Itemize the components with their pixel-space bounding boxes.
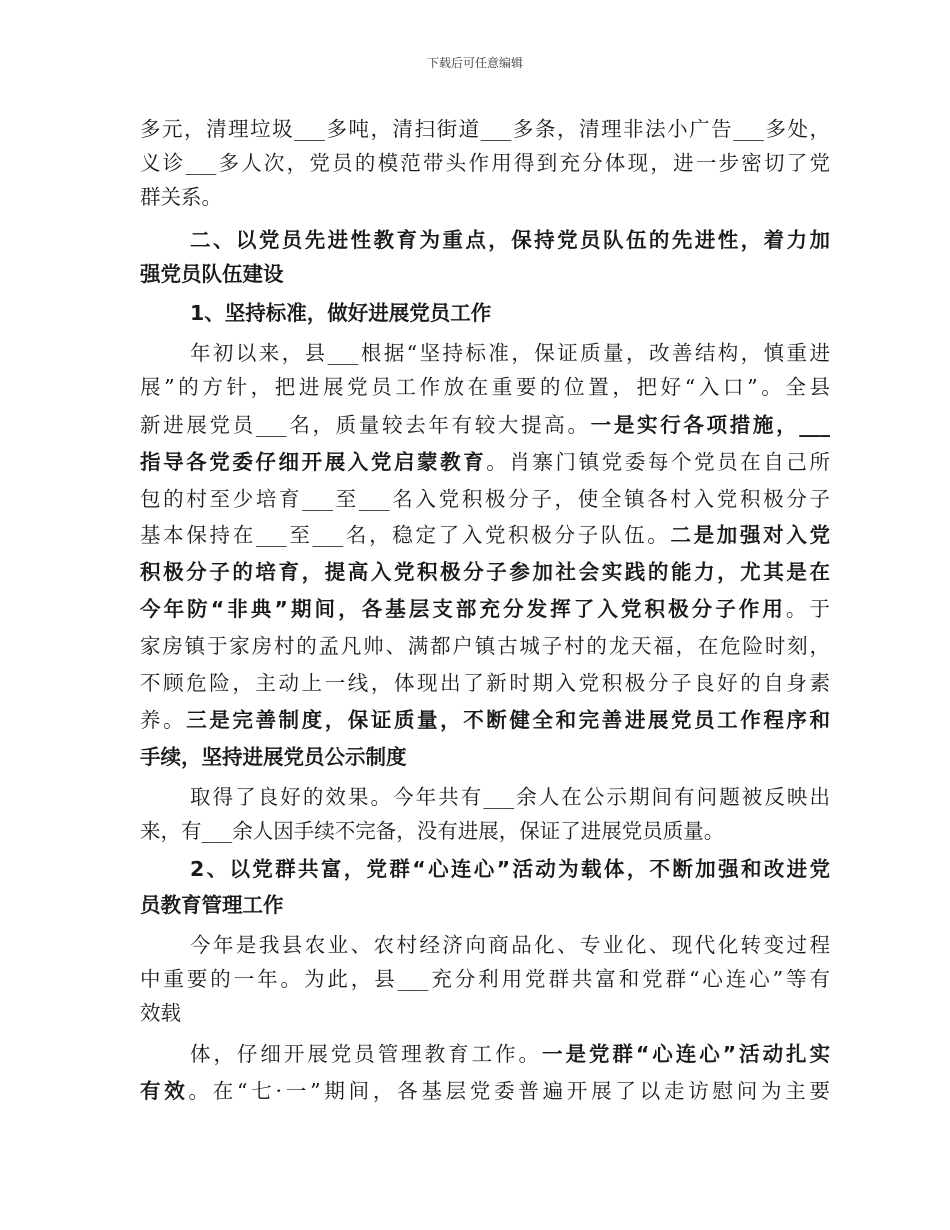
text-line <box>140 518 830 552</box>
bold-text: 二是加强对入党 <box>670 523 831 547</box>
subsection-heading <box>140 888 830 922</box>
text-line: 中重要的一年。为此，县___充分利用党群共富和党群“心连心”等有 <box>140 967 830 991</box>
page-header: 下载后可任意编辑 <box>426 56 523 70</box>
text-line <box>140 408 830 442</box>
text-line <box>140 740 830 774</box>
heading-text: 2、以党群共富，党群“心连心”活动为载体，不断加强和改进党 <box>190 857 830 881</box>
text-line: 取得了良好的效果。今年共有___余人在公示期间有问题被反映出 <box>190 785 830 809</box>
normal-text: 基本保持在___至___名，稳定了入党积极分子队伍。 <box>140 523 671 547</box>
bold-text: 指导各党委仔细开展入党启蒙教育 <box>140 450 487 474</box>
text-line: 义诊___多人次，党员的模范带头作用得到充分体现，进一步密切了党 <box>140 151 830 175</box>
text-line: 来，有___余人因手续不完备，没有进展，保证了进展党员质量。 <box>140 819 725 843</box>
bold-text: 有效 <box>140 1079 189 1103</box>
bold-text: 积极分子的培育，提高入党积极分子参加社会实践的能力，尤其是在 <box>140 560 830 584</box>
section-heading <box>190 223 830 257</box>
text-line <box>140 703 830 737</box>
normal-text: 。于 <box>785 597 830 621</box>
subsection-heading <box>190 852 830 886</box>
text-line: 家房镇于家房村的孟凡帅、满都户镇古城子村的龙天福，在危险时刻， <box>140 634 830 658</box>
bold-text: 三是完善制度，保证质量，不断健全和完善进展党员工作程序和 <box>186 708 831 732</box>
normal-text: 新进展党员___名，质量较去年有较大提高。 <box>140 413 591 437</box>
text-line <box>140 592 830 626</box>
heading-text: 强党员队伍建设 <box>140 262 284 286</box>
text-line: 包的村至少培育___至___名入党积极分子，使全镇各村入党积极分子 <box>140 487 830 511</box>
text-line <box>140 1074 830 1108</box>
normal-text: 体，仔细开展党员管理教育工作。 <box>190 1042 542 1066</box>
normal-text: 。在“七·一”期间，各基层党委普遍开展了以走访慰问为主要 <box>188 1079 831 1103</box>
bold-text: 今年防“非典”期间，各基层支部充分发挥了入党积极分子作用 <box>140 597 786 621</box>
text-line <box>140 555 830 589</box>
section-heading <box>140 257 830 291</box>
text-line: 效载 <box>140 1001 181 1025</box>
text-line: 年初以来，县___根据“坚持标准，保证质量，改善结构，慎重进 <box>190 341 830 365</box>
heading-text: 二、以党员先进性教育为重点，保持党员队伍的先进性，着力加 <box>190 228 830 252</box>
text-line: 群关系。 <box>140 185 222 209</box>
text-line <box>140 445 830 479</box>
normal-text: 。肖寨门镇党委每个党员在自己所 <box>486 450 831 474</box>
text-line <box>190 1037 830 1071</box>
bold-text: 手续，坚持进展党员公示制度 <box>140 745 407 769</box>
subsection-heading <box>190 296 830 330</box>
text-line: 展”的方针，把进展党员工作放在重要的位置，把好“入口”。全县 <box>140 375 830 399</box>
normal-text: 养。 <box>140 708 187 732</box>
bold-text: 一是实行各项措施，___ <box>590 413 831 437</box>
bold-text: 一是党群“心连心”活动扎实 <box>541 1042 831 1066</box>
text-line: 今年是我县农业、农村经济向商品化、专业化、现代化转变过程 <box>190 933 830 957</box>
heading-text: 1、坚持标准，做好进展党员工作 <box>190 301 492 325</box>
text-line: 不顾危险，主动上一线，体现出了新时期入党积极分子良好的自身素 <box>140 671 830 695</box>
heading-text: 员教育管理工作 <box>140 893 284 917</box>
text-line: 多元，清理垃圾___多吨，清扫街道___多条，清理非法小广告___多处， <box>140 117 830 141</box>
